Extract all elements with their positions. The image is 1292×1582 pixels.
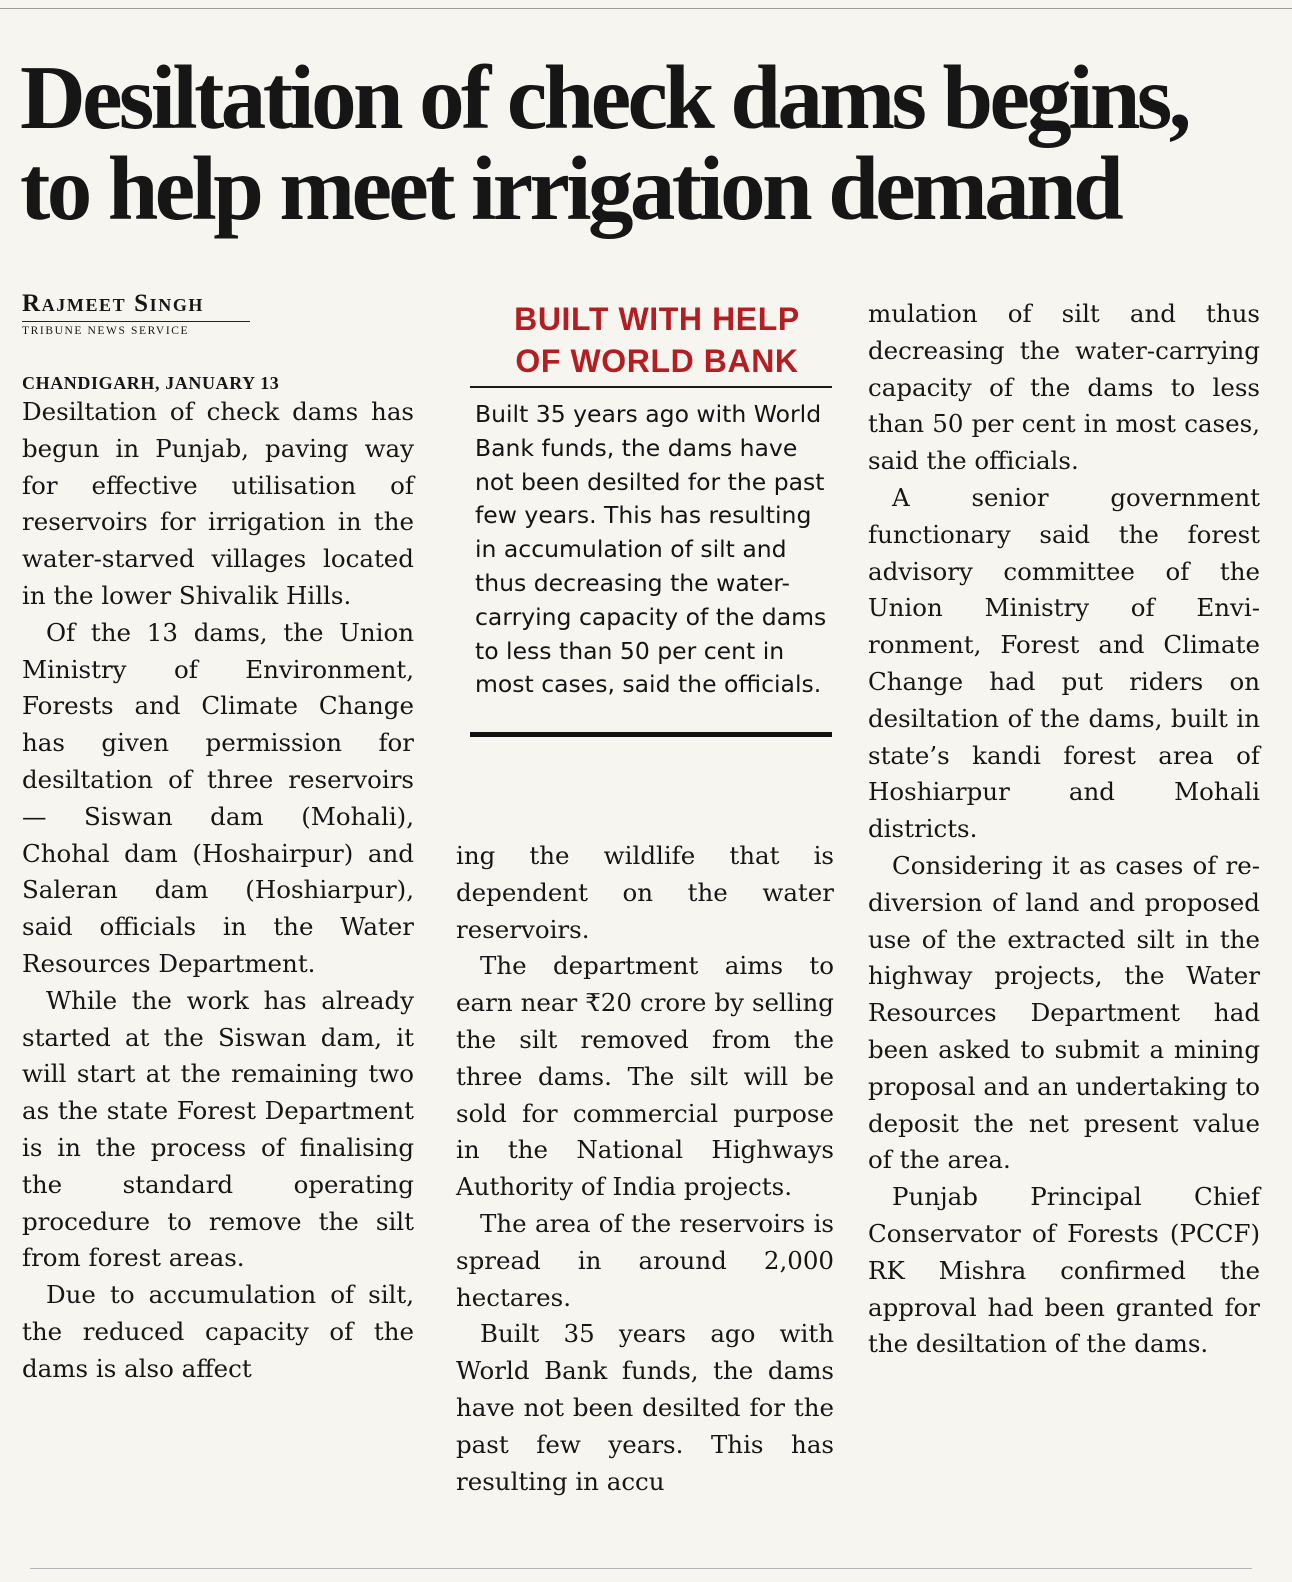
paragraph: ing the wildlife that is dependent on the water reservoirs. <box>456 841 834 944</box>
paragraph: While the work has already started at the Siswan dam, it will start at the remaining two as the state Forest Department is in the process of finalising the standard operating procedure to remove the silt from forest areas. <box>22 985 414 1273</box>
paragraph: Due to accumulation of silt, the reduced capacity of the dams is also affect <box>22 1280 414 1383</box>
sidebar-title-line-1: BUILT WITH HELP <box>514 301 800 337</box>
paragraph: Punjab Principal Chief Conservator of Forests (PCCF) RK Mishra confirmed the approval had been granted for the desiltation of the dams. <box>868 1182 1260 1359</box>
sidebar-title <box>482 298 832 382</box>
paragraph: A senior government functionary said the forest advisory committee of the Union Ministry of Environment, Forest and Climate Change had put riders on desiltation of the dams, built in state’s kandi forest area of Hoshiarpur and Mohali districts. <box>868 482 1260 844</box>
paragraph: The department aims to earn near ₹20 crore by selling the silt removed from the three dams. The silt will be sold for commercial purpose in the National Highways Authority of India projects. <box>456 951 834 1202</box>
sidebar-title-line-2: OF WORLD BANK <box>515 343 799 379</box>
headline-line-1: Desiltation of check dams begins, <box>20 47 1188 148</box>
headline-line-2: to help meet irrigation demand <box>20 138 1121 239</box>
dateline: CHANDIGARH, JANUARY 13 <box>22 373 280 393</box>
paragraph: The area of the reservoirs is spread in around 2,000 hectares. <box>456 1208 834 1312</box>
byline <box>22 290 250 338</box>
sidebar-box <box>470 298 832 737</box>
article-column-1 <box>22 394 414 1388</box>
headline <box>20 47 1282 239</box>
paragraph: Considering it as cases of re-diversion of land and proposed use of the extracted silt in the highway projects, the Water Resources Department had been asked to submit a mining proposal and an undertaking to deposit the net present value of the area. <box>868 850 1260 1175</box>
paragraph: Built 35 years ago with World Bank funds, the dams have not been desilted for the past few years. This has resulting in accu <box>456 1319 834 1496</box>
sidebar-body: Built 35 years ago with World Bank funds, the dams have not been desilted for the past few years. This has resulting in accumulation of silt and thus decreasing the water-carrying capacity of the dams to less than 50 per cent in most cases, said the officials. <box>475 400 827 699</box>
news-agency: TRIBUNE NEWS SERVICE <box>22 325 190 337</box>
paragraph: Of the 13 dams, the Union Ministry of Environment, Forests and Climate Change has given permission for desiltation of three reservoirs — Siswan dam (Mohali), Chohal dam (Hoshairpur) and Saleran dam (Hoshiarpur), said officials in the Water Resources Department. <box>22 617 414 978</box>
paragraph: mulation of silt and thus decreasing the water-carrying capacity of the dams to less than 50 per cent in most cases, said the officials. <box>868 299 1260 476</box>
article-column-2 <box>456 838 834 1500</box>
author-name: Rajmeet Singh <box>22 290 205 317</box>
top-rule <box>0 8 1292 9</box>
byline-rule <box>22 321 250 322</box>
sidebar-bottom-rule <box>470 732 832 737</box>
article-column-3 <box>868 296 1260 1363</box>
bottom-rule <box>30 1568 1252 1569</box>
paragraph: Desiltation of check dams has begun in Punjab, paving way for effective utilisation of reservoirs for irrigation in the water-starved villages located in the lower Shivalik Hills. <box>22 397 414 610</box>
